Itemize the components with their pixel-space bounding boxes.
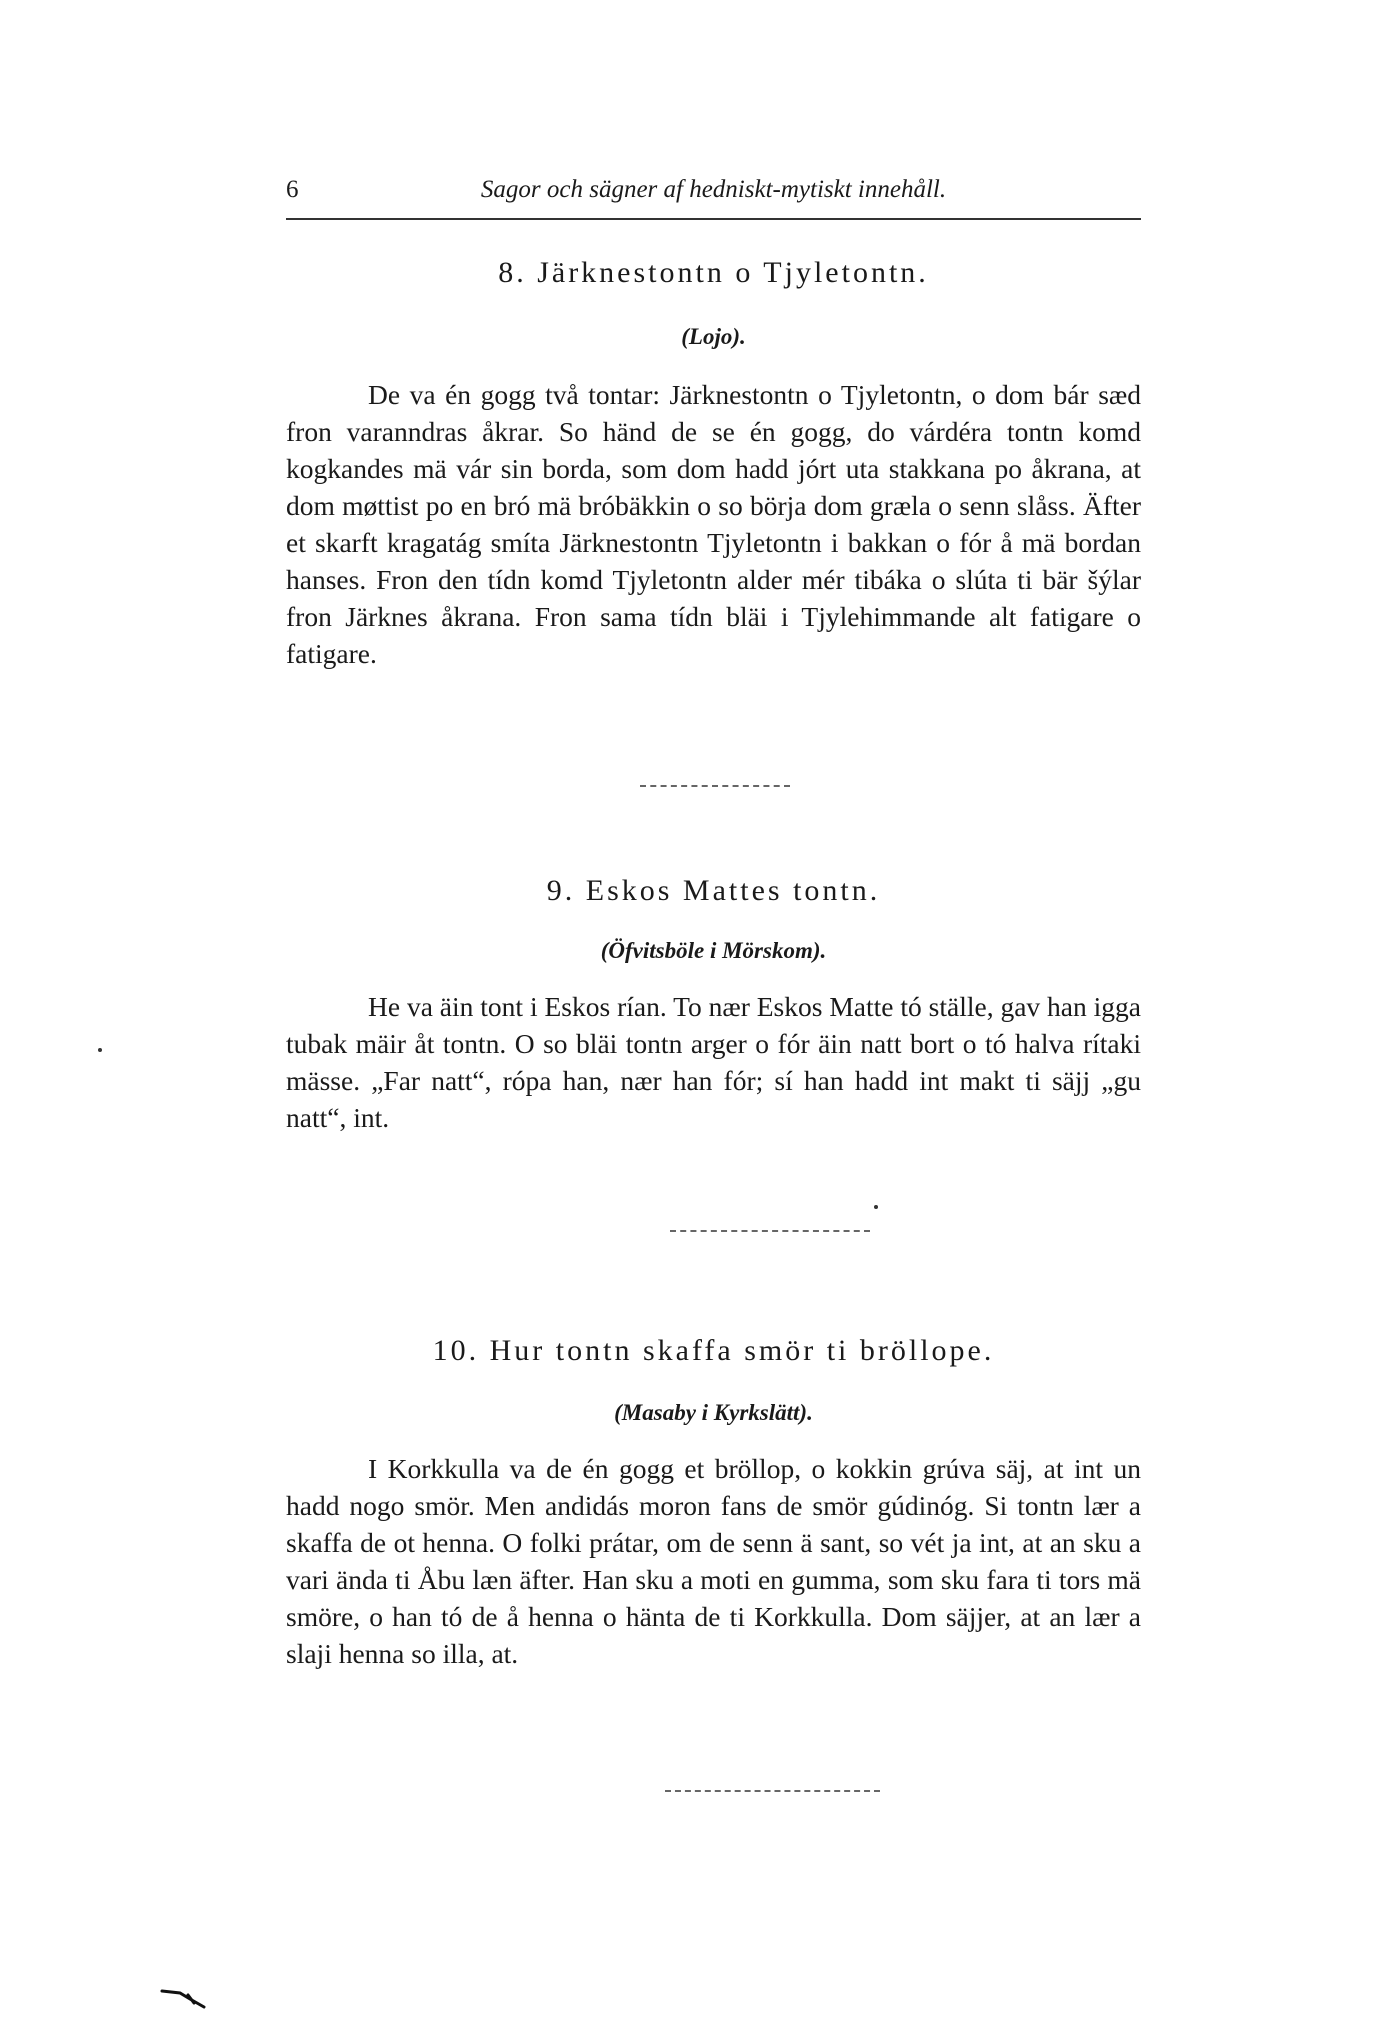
section-8-title: 8. Järknestontn o Tjyletontn.	[498, 256, 929, 289]
page-number: 6	[286, 176, 299, 203]
page-header	[286, 170, 1141, 210]
stray-dot	[874, 1205, 878, 1209]
margin-dot	[98, 1048, 102, 1052]
section-10-title: 10. Hur tontn skaffa smör ti bröllope.	[432, 1334, 995, 1367]
section-10-text: I Korkkulla va de én gogg et bröllop, o kokkin grúva säj, at int un hadd nogo smör. Men andidás moron fans de smör gúdinóg. Si tontn lær a skaffa de ot henna. O folki prátar, om de senn ä sant, so vét ja int, at an sku a vari ända ti Åbu læn äfter. Han sku a moti en gumma, som sku fara ti tors mä smöre, o han tó de å henna o hänta de ti Korkkulla. Dom säjjer, at an lær a slaji henna so illa, at.	[286, 1453, 1141, 1669]
section-10-subtitle: (Masaby i Kyrkslätt).	[614, 1400, 813, 1425]
section-9-subtitle: (Öfvitsböle i Mörskom).	[600, 938, 827, 963]
section-divider	[665, 1790, 880, 1792]
section-9-title: 9. Eskos Mattes tontn.	[546, 874, 881, 907]
section-divider	[670, 1230, 870, 1232]
section-divider	[640, 785, 790, 787]
section-9-text: He va äin tont i Eskos rían. To nær Eskos Matte tó ställe, gav han igga tubak mäir åt tontn. O so bläi tontn arger o fór äin natt bort o tó halva rítaki mässe. „Far natt“, rópa han, nær han fór; sí han hadd int makt ti säjj „gu natt“, int.	[286, 991, 1141, 1133]
section-8-text: De va én gogg två tontar: Järknestontn o Tjyletontn, o dom bár sæd fron varanndras åkrar. So händ de se én gogg, do várdéra tontn komd kogkandes mä vár sin borda, som dom hadd jórt uta stakkana po åkrana, at dom møttist po en bró mä bróbäkkin o so börja dom græla o senn slåss. Äfter et skarft kragatág smíta Järknestontn Tjyletontn i bakkan o fór å mä bordan hanses. Fron den tídn komd Tjyletontn alder mér tibáka o slúta ti bär šýlar fron Järknes åkrana. Fron sama tídn bläi i Tjylehimmande alt fatigare o fatigare.	[286, 379, 1141, 669]
section-8-subtitle: (Lojo).	[681, 324, 746, 349]
scan-mark-icon	[160, 1985, 206, 2009]
header-rule	[286, 218, 1141, 220]
running-title: Sagor och sägner af hedniskt-mytiskt innehåll.	[480, 176, 947, 203]
